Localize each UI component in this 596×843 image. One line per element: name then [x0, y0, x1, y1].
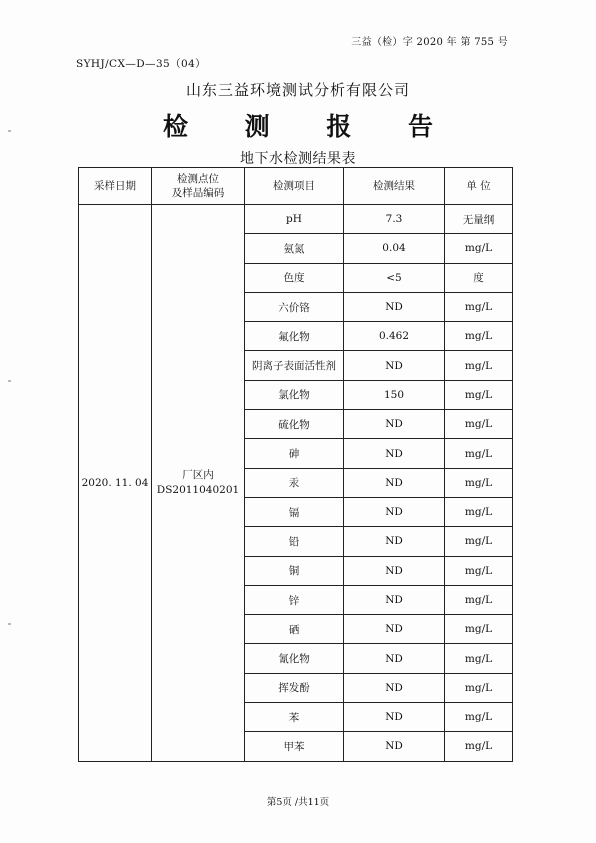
unit-cell: 无量纲 [445, 205, 513, 234]
result-cell: 0.462 [344, 322, 445, 351]
sampling-date-cell: 2020. 11. 04 [79, 205, 152, 762]
item-cell: 六价铬 [245, 292, 344, 321]
table-title: 地下水检测结果表 [240, 151, 356, 167]
results-table [78, 167, 513, 762]
item-cell: 铅 [245, 527, 344, 556]
location-cell [152, 205, 245, 762]
item-cell: 苯 [245, 703, 344, 732]
item-cell: 氨氮 [245, 234, 344, 263]
document-code: SYHJ/CX—D—35（04） [76, 58, 207, 70]
scan-mark [8, 623, 11, 625]
unit-cell: mg/L [445, 585, 513, 614]
unit-cell: mg/L [445, 644, 513, 673]
unit-cell: mg/L [445, 380, 513, 409]
table-header-row [79, 168, 513, 205]
item-cell: 镉 [245, 497, 344, 526]
item-cell: 锌 [245, 585, 344, 614]
item-cell: 氟化物 [245, 322, 344, 351]
organization-name: 山东三益环境测试分析有限公司 [185, 81, 410, 99]
result-cell: ND [344, 351, 445, 380]
result-cell: ND [344, 439, 445, 468]
result-cell: <5 [344, 263, 445, 292]
item-cell: 氯化物 [245, 380, 344, 409]
unit-cell: mg/L [445, 468, 513, 497]
item-cell: 硫化物 [245, 410, 344, 439]
header-location-line2: 及样品编码 [171, 187, 225, 199]
unit-cell: mg/L [445, 673, 513, 702]
item-cell: 甲苯 [245, 732, 344, 761]
item-cell: 砷 [245, 439, 344, 468]
item-cell: 硒 [245, 615, 344, 644]
header-location-line1: 检测点位 [177, 173, 219, 185]
report-title: 检 测 报 告 [162, 112, 458, 141]
unit-cell: mg/L [445, 410, 513, 439]
result-cell: ND [344, 556, 445, 585]
result-cell: ND [344, 292, 445, 321]
table-row [79, 205, 513, 234]
result-cell: 7.3 [344, 205, 445, 234]
unit-cell: mg/L [445, 351, 513, 380]
header-result: 检测结果 [344, 168, 445, 205]
unit-cell: 度 [445, 263, 513, 292]
unit-cell: mg/L [445, 703, 513, 732]
header-location [152, 168, 245, 205]
result-cell: 150 [344, 380, 445, 409]
item-cell: pH [245, 205, 344, 234]
result-cell: ND [344, 527, 445, 556]
item-cell: 色度 [245, 263, 344, 292]
header-sampling-date: 采样日期 [79, 168, 152, 205]
header-item: 检测项目 [245, 168, 344, 205]
header-unit: 单 位 [445, 168, 513, 205]
result-cell: ND [344, 644, 445, 673]
report-reference-number: 三益（检）字 2020 年 第 755 号 [351, 37, 508, 48]
unit-cell: mg/L [445, 322, 513, 351]
unit-cell: mg/L [445, 234, 513, 263]
location-name: 厂区内 [182, 468, 214, 481]
item-cell: 阴离子表面活性剂 [245, 351, 344, 380]
unit-cell: mg/L [445, 615, 513, 644]
unit-cell: mg/L [445, 439, 513, 468]
result-cell: ND [344, 732, 445, 761]
unit-cell: mg/L [445, 292, 513, 321]
result-cell: 0.04 [344, 234, 445, 263]
item-cell: 汞 [245, 468, 344, 497]
result-cell: ND [344, 673, 445, 702]
result-cell: ND [344, 468, 445, 497]
table-body [79, 205, 513, 762]
result-cell: ND [344, 497, 445, 526]
unit-cell: mg/L [445, 527, 513, 556]
scan-mark [8, 380, 11, 382]
unit-cell: mg/L [445, 497, 513, 526]
result-cell: ND [344, 615, 445, 644]
result-cell: ND [344, 703, 445, 732]
item-cell: 氰化物 [245, 644, 344, 673]
item-cell: 铜 [245, 556, 344, 585]
unit-cell: mg/L [445, 732, 513, 761]
result-cell: ND [344, 585, 445, 614]
page-number: 第5页 /共11页 [266, 797, 330, 808]
unit-cell: mg/L [445, 556, 513, 585]
result-cell: ND [344, 410, 445, 439]
item-cell: 挥发酚 [245, 673, 344, 702]
sample-code: DS2011040201 [156, 483, 240, 496]
